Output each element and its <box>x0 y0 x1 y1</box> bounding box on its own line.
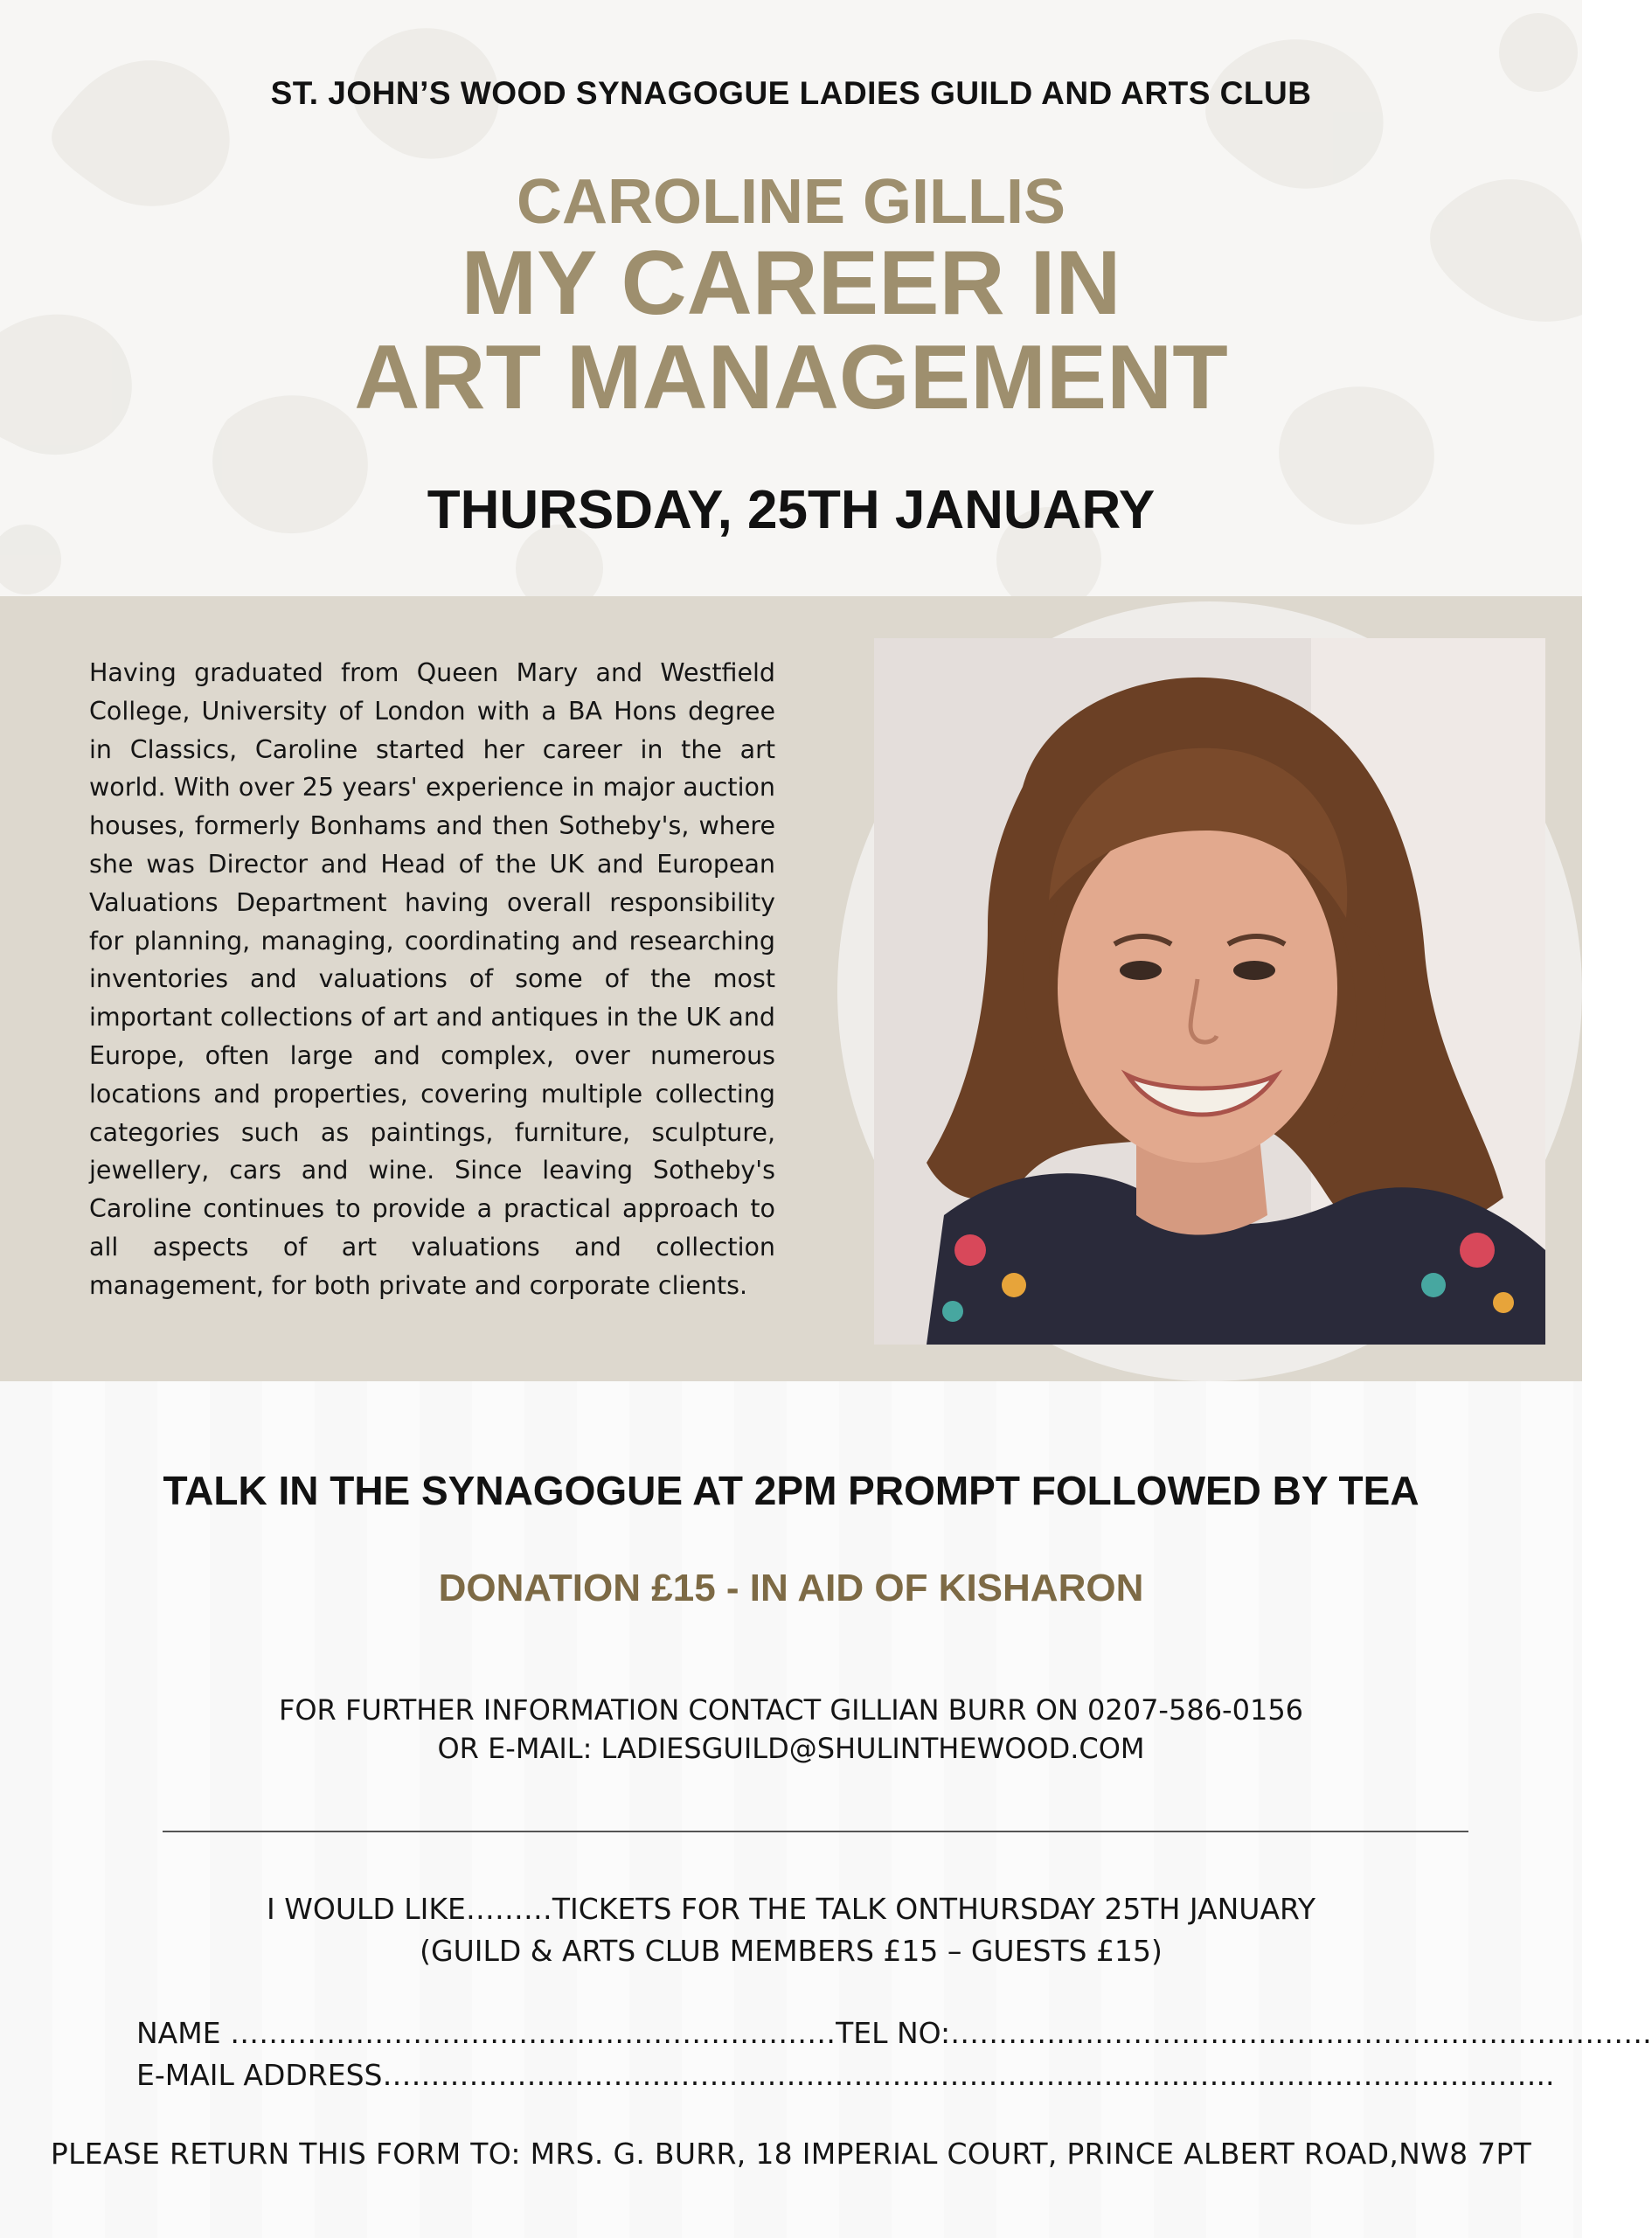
talk-title <box>0 233 1582 428</box>
talk-info: TALK IN THE SYNAGOGUE AT 2PM PROMPT FOLLOWED BY TEA <box>163 1468 1419 1513</box>
header-section <box>0 0 1582 596</box>
name-tel-line: NAME ………………………………………………………TEL NO:………………………………………………………………. <box>136 2016 1652 2050</box>
email-line: E-MAIL ADDRESS………………………………………………………………………………………………………….. <box>136 2058 1555 2092</box>
contact-info <box>0 1691 1582 1768</box>
form-fields <box>136 2012 1652 2096</box>
booking-form <box>0 1888 1582 1972</box>
donation-info: DONATION £15 - IN AID OF KISHARON <box>438 1567 1144 1609</box>
speaker-bio: Having graduated from Queen Mary and Westfield College, University of London with a BA Hons degree in Classics, Caroline started her career in the art world. With over 25 years' experience in major auction houses, formerly Bonhams and then Sotheby's, where she was Director and Head of the UK and European Valuations Department having overall responsibility for planning, managing, coordinating and researching inventories and valuations of some of the most important collections of art and antiques in the UK and Europe, often large and complex, over numerous locations and properties, covering multiple collecting categories such as paintings, furniture, sculpture, jewellery, cars and wine. Since leaving Sotheby's Caroline continues to provide a practical approach to all aspects of art valuations and collection management, for both private and corporate clients. <box>89 658 775 1300</box>
return-address: PLEASE RETURN THIS FORM TO: MRS. G. BURR, 18 IMPERIAL COURT, PRINCE ALBERT ROAD,NW8 7PT <box>50 2137 1532 2171</box>
speaker-portrait-illustration <box>874 638 1545 1345</box>
talk-title-line2: ART MANAGEMENT <box>354 327 1228 428</box>
contact-line2: OR E-MAIL: LADIESGUILD@SHULINTHEWOOD.COM <box>437 1732 1145 1765</box>
prices-line: (GUILD & ARTS CLUB MEMBERS £15 – GUESTS £15) <box>420 1934 1163 1968</box>
speaker-photo <box>874 638 1545 1345</box>
tickets-line: I WOULD LIKE………TICKETS FOR THE TALK ONTHURSDAY 25TH JANUARY <box>267 1892 1315 1926</box>
talk-title-line1: MY CAREER IN <box>461 233 1121 334</box>
event-date: THURSDAY, 25TH JANUARY <box>427 480 1156 540</box>
contact-line1: FOR FURTHER INFORMATION CONTACT GILLIAN BURR ON 0207-586-0156 <box>278 1693 1304 1727</box>
divider-line <box>163 1831 1468 1832</box>
speaker-name: CAROLINE GILLIS <box>517 167 1065 237</box>
organization-title: ST. JOHN’S WOOD SYNAGOGUE LADIES GUILD AND ARTS CLUB <box>270 75 1312 111</box>
